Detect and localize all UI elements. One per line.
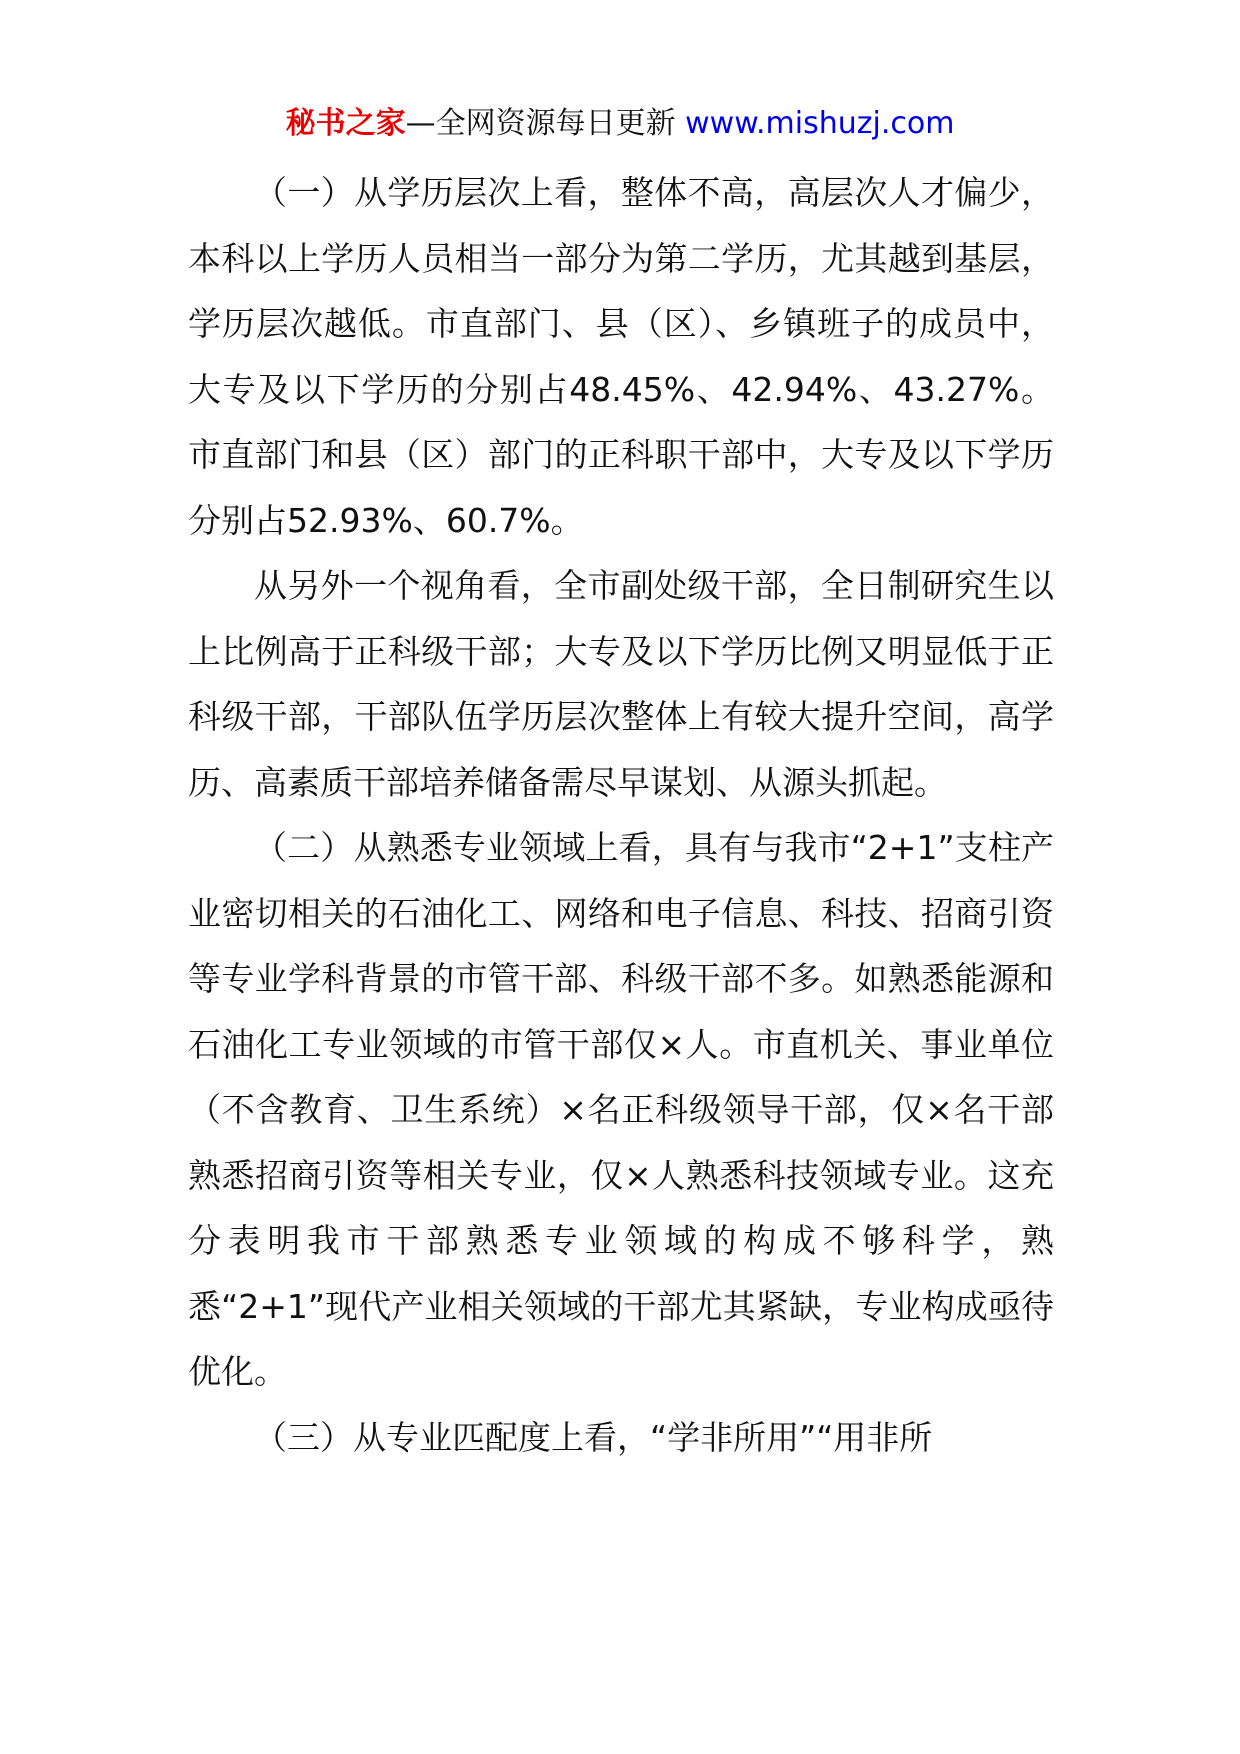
paragraph-professional-field: （二）从熟悉专业领域上看，具有与我市“2+1”支柱产业密切相关的石油化工、网络和电子信息、科技、招商引资等专业学科背景的市管干部、科级干部不多。如熟悉能源和石油化工专业领域的市管干部仅×人。市直机关、事业单位（不含教育、卫生系统）×名正科级领导干部，仅×名干部熟悉招商引资等相关专业，仅×人熟悉科技领域专业。这充分表明我市干部熟悉专业领域的构成不够科学，熟悉“2+1”现代产业相关领域的干部尤其紧缺，专业构成亟待优化。: [188, 828, 1054, 1391]
document-body: [188, 160, 1054, 1470]
site-header: [0, 102, 1240, 146]
paragraph-professional-match: （三）从专业匹配度上看，“学非所用”“用非所: [254, 1417, 933, 1457]
site-url-link[interactable]: www.mishuzj.com: [685, 106, 955, 141]
site-tagline: —全网资源每日更新: [405, 106, 686, 141]
paragraph-education-level: （一）从学历层次上看，整体不高，高层次人才偏少，本科以上学历人员相当一部分为第二学历，尤其越到基层，学历层次越低。市直部门、县（区）、乡镇班子的成员中，大专及以下学历的分别占48.45%、42.94%、43.27%。市直部门和县（区）部门的正科职干部中，大专及以下学历分别占52.93%、60.7%。: [188, 173, 1054, 540]
site-brand: 秘书之家: [285, 106, 406, 141]
paragraph-another-perspective: 从另外一个视角看，全市副处级干部，全日制研究生以上比例高于正科级干部；大专及以下学历比例又明显低于正科级干部，干部队伍学历层次整体上有较大提升空间，高学历、高素质干部培养储备需尽早谋划、从源头抓起。: [188, 566, 1054, 802]
